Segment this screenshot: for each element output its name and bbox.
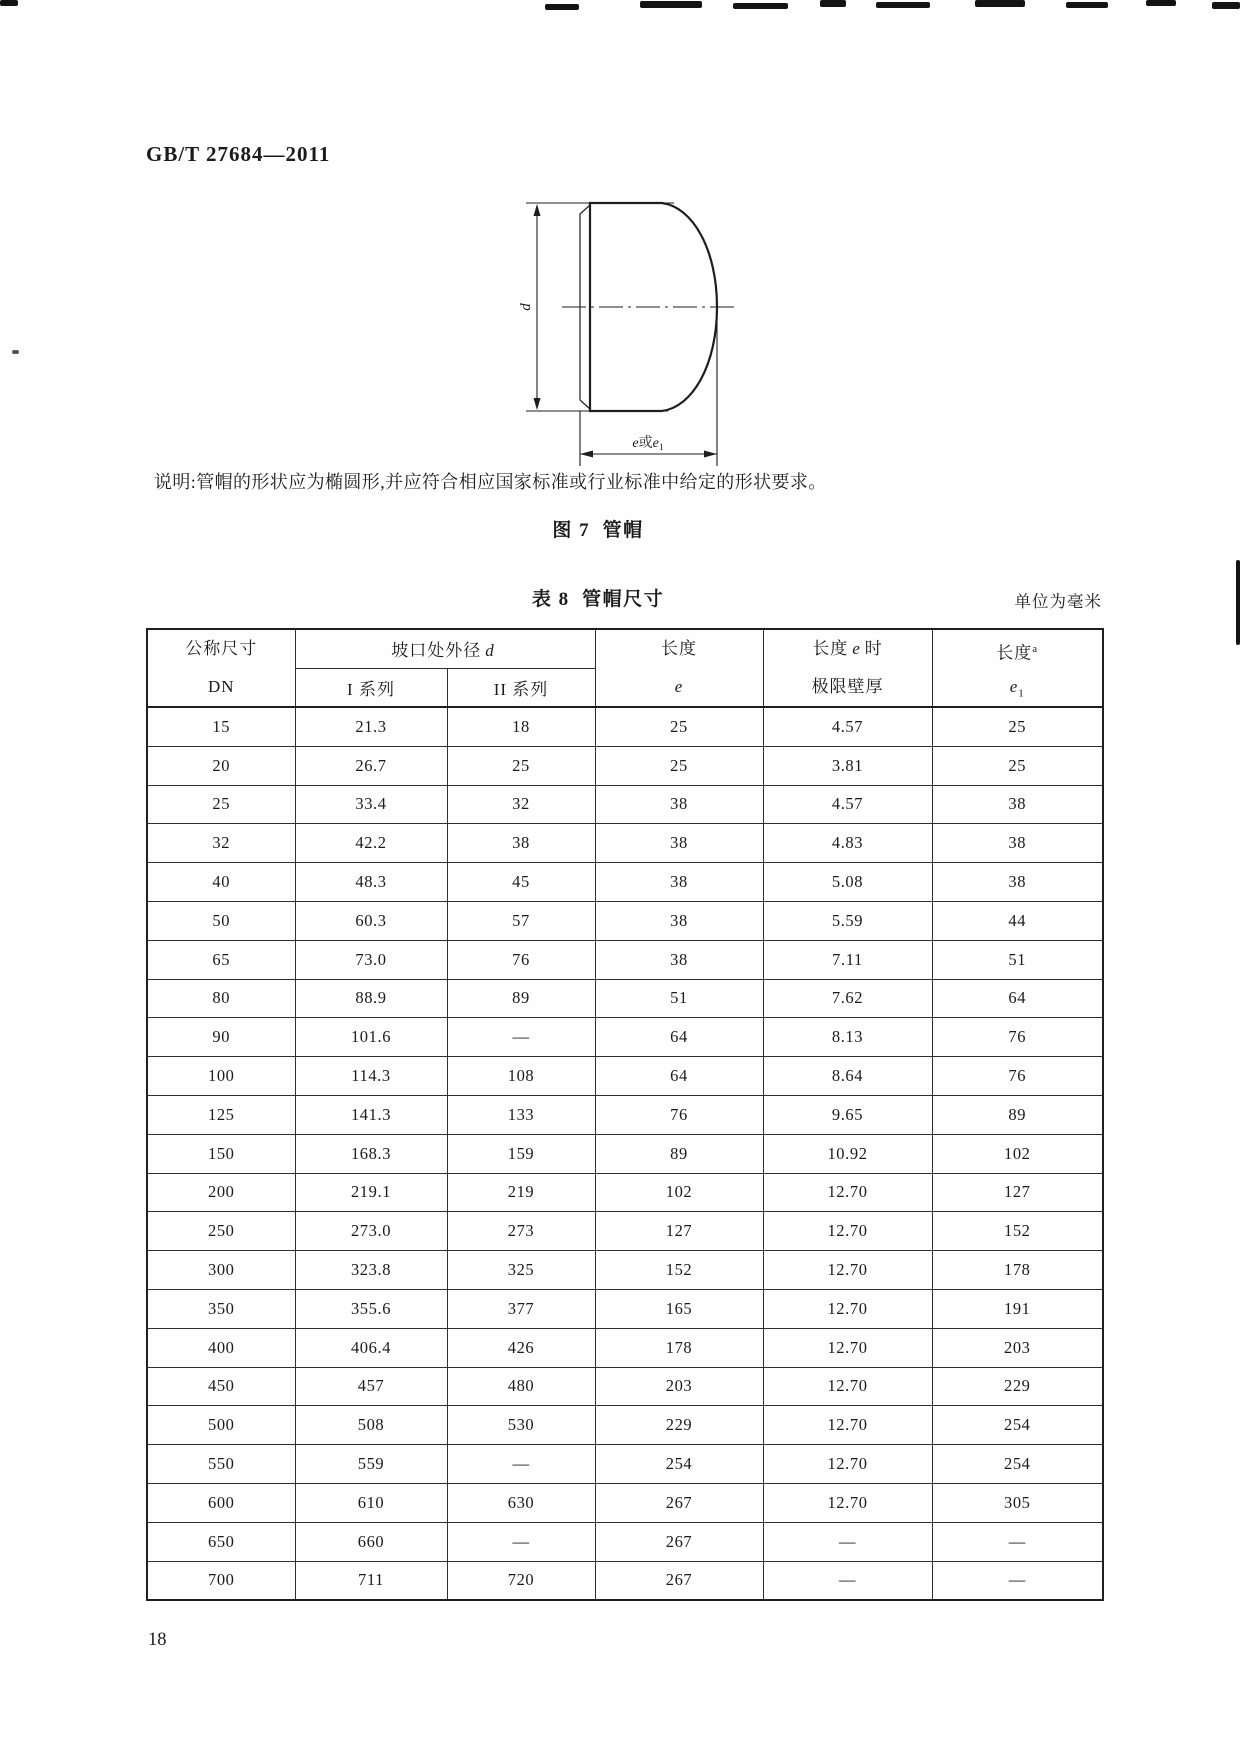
- table-cell: —: [763, 1561, 932, 1600]
- table-cell: 108: [447, 1057, 595, 1096]
- unit-note: 单位为毫米: [1014, 592, 1102, 611]
- arrow-up: [534, 204, 541, 216]
- table-cell: 4.57: [763, 785, 932, 824]
- scan-artifact: [1066, 2, 1108, 8]
- table-cell: 127: [595, 1212, 763, 1251]
- table-cell: 51: [595, 979, 763, 1018]
- table-cell: 38: [447, 824, 595, 863]
- table-cell: 33.4: [295, 785, 447, 824]
- table-cell: 203: [595, 1367, 763, 1406]
- table-cell: 610: [295, 1483, 447, 1522]
- figure-note: 说明:管帽的形状应为椭圆形,并应符合相应国家标准或行业标准中给定的形状要求。: [154, 472, 827, 492]
- table-row: [147, 1367, 1103, 1406]
- arrow-right: [704, 451, 717, 458]
- table-cell: 600: [147, 1483, 295, 1522]
- table-row: [147, 1018, 1103, 1057]
- table-cell: 48.3: [295, 863, 447, 902]
- table-cell: 355.6: [295, 1289, 447, 1328]
- table-cell: 32: [147, 824, 295, 863]
- scan-artifact: [1146, 0, 1176, 6]
- table-cell: 508: [295, 1406, 447, 1445]
- scan-artifact: [876, 2, 930, 8]
- table-cell: 32: [447, 785, 595, 824]
- table-cell: 89: [595, 1134, 763, 1173]
- table-cell: 89: [932, 1095, 1103, 1134]
- table-cell: 101.6: [295, 1018, 447, 1057]
- table-cell: 500: [147, 1406, 295, 1445]
- table-cell: 25: [932, 707, 1103, 746]
- scan-artifact: [545, 4, 579, 10]
- table-cell: 114.3: [295, 1057, 447, 1096]
- col-header-e1-line1: 长度$^a$: [996, 643, 1039, 663]
- table-cell: 38: [932, 824, 1103, 863]
- table-row: [147, 901, 1103, 940]
- col-header-dn-line1: 公称尺寸: [185, 639, 258, 658]
- table-cell: 7.11: [763, 940, 932, 979]
- table-row: [147, 824, 1103, 863]
- table-row: [147, 1328, 1103, 1367]
- table-row: [147, 1483, 1103, 1522]
- table-cell: 219: [447, 1173, 595, 1212]
- table-cell: 38: [595, 901, 763, 940]
- pipe-cap-figure: [500, 178, 760, 488]
- table-row: [147, 746, 1103, 785]
- table-cell: 12.70: [763, 1483, 932, 1522]
- d-group-var: d: [485, 641, 495, 661]
- col-header-e: [595, 629, 763, 707]
- table-cell: —: [763, 1522, 932, 1561]
- table-cell: 20: [147, 746, 295, 785]
- table-cell: 711: [295, 1561, 447, 1600]
- col-header-e-line1: 长度: [661, 639, 697, 658]
- table-cell: 426: [447, 1328, 595, 1367]
- table-cell: 102: [595, 1173, 763, 1212]
- table-cell: 219.1: [295, 1173, 447, 1212]
- table-cell: 530: [447, 1406, 595, 1445]
- table-cell: 400: [147, 1328, 295, 1367]
- col-header-dn: [147, 629, 295, 707]
- table-cell: 168.3: [295, 1134, 447, 1173]
- table-cell: 38: [932, 863, 1103, 902]
- table-cell: 450: [147, 1367, 295, 1406]
- col-header-e1: [932, 629, 1103, 707]
- table-row: [147, 1134, 1103, 1173]
- table-cell: 89: [447, 979, 595, 1018]
- table-cell: 250: [147, 1212, 295, 1251]
- table-cell: 90: [147, 1018, 295, 1057]
- table-cell: 350: [147, 1289, 295, 1328]
- col-header-dn-line2: DN: [207, 677, 235, 696]
- arrow-down: [534, 398, 541, 410]
- table-cell: 12.70: [763, 1328, 932, 1367]
- table-cell: 64: [595, 1057, 763, 1096]
- table-cell: 5.59: [763, 901, 932, 940]
- scan-artifact: [1212, 2, 1240, 9]
- table-cell: —: [447, 1445, 595, 1484]
- table-cell: 5.08: [763, 863, 932, 902]
- table-cell: 12.70: [763, 1173, 932, 1212]
- table-cell: 720: [447, 1561, 595, 1600]
- table-cell: 64: [932, 979, 1103, 1018]
- table-cell: 15: [147, 707, 295, 746]
- table-cell: 325: [447, 1251, 595, 1290]
- table-cell: 45: [447, 863, 595, 902]
- table-cell: 141.3: [295, 1095, 447, 1134]
- table-row: [147, 1561, 1103, 1600]
- table-cell: 178: [932, 1251, 1103, 1290]
- table-cell: 7.62: [763, 979, 932, 1018]
- table-cell: 76: [595, 1095, 763, 1134]
- table-cell: 323.8: [295, 1251, 447, 1290]
- table-cell: 630: [447, 1483, 595, 1522]
- table-row: [147, 1095, 1103, 1134]
- table-row: [147, 1212, 1103, 1251]
- dimensions-table: [146, 628, 1104, 1601]
- table-cell: —: [447, 1522, 595, 1561]
- table-cell: 10.92: [763, 1134, 932, 1173]
- table-cell: 178: [595, 1328, 763, 1367]
- table-row: [147, 1173, 1103, 1212]
- table-cell: 25: [447, 746, 595, 785]
- table-cell: 300: [147, 1251, 295, 1290]
- table-cell: 127: [932, 1173, 1103, 1212]
- table-row: [147, 785, 1103, 824]
- table-cell: 660: [295, 1522, 447, 1561]
- table-cell: 60.3: [295, 901, 447, 940]
- table-caption: 表 8 管帽尺寸: [531, 589, 665, 610]
- table-cell: 133: [447, 1095, 595, 1134]
- table-cell: 254: [932, 1445, 1103, 1484]
- col-header-e-line2: e: [674, 677, 684, 696]
- table-cell: 25: [595, 707, 763, 746]
- table-cell: 203: [932, 1328, 1103, 1367]
- d-group-text: 坡口处外径: [391, 641, 482, 661]
- table-cell: 88.9: [295, 979, 447, 1018]
- table-cell: 18: [447, 707, 595, 746]
- table-cell: 273: [447, 1212, 595, 1251]
- table-row: [147, 1057, 1103, 1096]
- table-cell: 21.3: [295, 707, 447, 746]
- table-cell: 9.65: [763, 1095, 932, 1134]
- table-cell: 26.7: [295, 746, 447, 785]
- table-cell: 4.83: [763, 824, 932, 863]
- table-cell: 229: [595, 1406, 763, 1445]
- table-cell: 305: [932, 1483, 1103, 1522]
- table-cell: 254: [932, 1406, 1103, 1445]
- col-header-limit-thickness: [763, 629, 932, 707]
- table-cell: 38: [595, 824, 763, 863]
- limit-thickness-line1: 长度 e 时: [812, 639, 883, 658]
- table-cell: 229: [932, 1367, 1103, 1406]
- table-cell: 191: [932, 1289, 1103, 1328]
- scan-artifact: [1236, 560, 1240, 645]
- table-cell: 25: [595, 746, 763, 785]
- table-cell: 12.70: [763, 1251, 932, 1290]
- scan-artifact: [820, 0, 846, 7]
- table-cell: 254: [595, 1445, 763, 1484]
- table-cell: 40: [147, 863, 295, 902]
- table-cell: —: [447, 1018, 595, 1057]
- table-cell: 25: [147, 785, 295, 824]
- table-cell: 480: [447, 1367, 595, 1406]
- col-header-d-group: [295, 629, 595, 668]
- table-cell: 159: [447, 1134, 595, 1173]
- table-cell: 12.70: [763, 1212, 932, 1251]
- table-cell: 700: [147, 1561, 295, 1600]
- table-cell: 457: [295, 1367, 447, 1406]
- table-cell: 200: [147, 1173, 295, 1212]
- table-cell: 80: [147, 979, 295, 1018]
- table-cell: 38: [932, 785, 1103, 824]
- table-cell: 12.70: [763, 1445, 932, 1484]
- table-cell: 12.70: [763, 1367, 932, 1406]
- table-cell: 152: [932, 1212, 1103, 1251]
- table-cell: 650: [147, 1522, 295, 1561]
- table-row: [147, 940, 1103, 979]
- table-cell: 25: [932, 746, 1103, 785]
- arrow-left: [580, 451, 593, 458]
- scan-artifact: [640, 1, 702, 8]
- table-row: [147, 1289, 1103, 1328]
- table-cell: 273.0: [295, 1212, 447, 1251]
- figure-caption: 图 7 管帽: [552, 520, 644, 541]
- table-cell: 559: [295, 1445, 447, 1484]
- table-row: [147, 1251, 1103, 1290]
- table-cell: 267: [595, 1483, 763, 1522]
- limit-thickness-line2: 极限壁厚: [811, 677, 884, 696]
- table-cell: 57: [447, 901, 595, 940]
- table-cell: 44: [932, 901, 1103, 940]
- table-cell: 406.4: [295, 1328, 447, 1367]
- table-cell: 125: [147, 1095, 295, 1134]
- table-cell: 377: [447, 1289, 595, 1328]
- table-cell: 50: [147, 901, 295, 940]
- table-cell: 38: [595, 940, 763, 979]
- table-cell: 4.57: [763, 707, 932, 746]
- table-cell: 76: [932, 1018, 1103, 1057]
- dim-d-label: d: [518, 303, 534, 311]
- pipe-cap-drawing: [500, 178, 760, 488]
- table-cell: 42.2: [295, 824, 447, 863]
- scan-artifact: [0, 0, 18, 6]
- scan-artifact: [975, 0, 1025, 7]
- table-cell: 73.0: [295, 940, 447, 979]
- table-row: [147, 707, 1103, 746]
- table-cell: 150: [147, 1134, 295, 1173]
- table-cell: 102: [932, 1134, 1103, 1173]
- table-cell: 12.70: [763, 1406, 932, 1445]
- table-cell: 51: [932, 940, 1103, 979]
- col-header-series1: I 系列: [295, 668, 447, 707]
- table-cell: 76: [447, 940, 595, 979]
- table-cell: —: [932, 1522, 1103, 1561]
- dim-e-label: e或$e_1$: [632, 436, 664, 453]
- page-number: 18: [148, 1630, 167, 1650]
- table-cell: 64: [595, 1018, 763, 1057]
- table-cell: 267: [595, 1561, 763, 1600]
- table-cell: 152: [595, 1251, 763, 1290]
- table-cell: 12.70: [763, 1289, 932, 1328]
- table-row: [147, 979, 1103, 1018]
- scan-artifact: [733, 3, 788, 9]
- table-cell: —: [932, 1561, 1103, 1600]
- table-row: [147, 1522, 1103, 1561]
- table-row: [147, 1445, 1103, 1484]
- table-cell: 3.81: [763, 746, 932, 785]
- table-row: [147, 1406, 1103, 1445]
- table-cell: 8.64: [763, 1057, 932, 1096]
- table-cell: 38: [595, 785, 763, 824]
- table-cell: 550: [147, 1445, 295, 1484]
- table-cell: 267: [595, 1522, 763, 1561]
- standard-number: GB/T 27684—2011: [146, 142, 331, 166]
- table-cell: 8.13: [763, 1018, 932, 1057]
- scan-artifact: [12, 350, 19, 354]
- col-header-series2: II 系列: [447, 668, 595, 707]
- col-header-e1-line2: $e_1$: [1009, 677, 1025, 700]
- table-cell: 38: [595, 863, 763, 902]
- table-row: [147, 863, 1103, 902]
- table-cell: 65: [147, 940, 295, 979]
- table-cell: 100: [147, 1057, 295, 1096]
- table-cell: 165: [595, 1289, 763, 1328]
- table-cell: 76: [932, 1057, 1103, 1096]
